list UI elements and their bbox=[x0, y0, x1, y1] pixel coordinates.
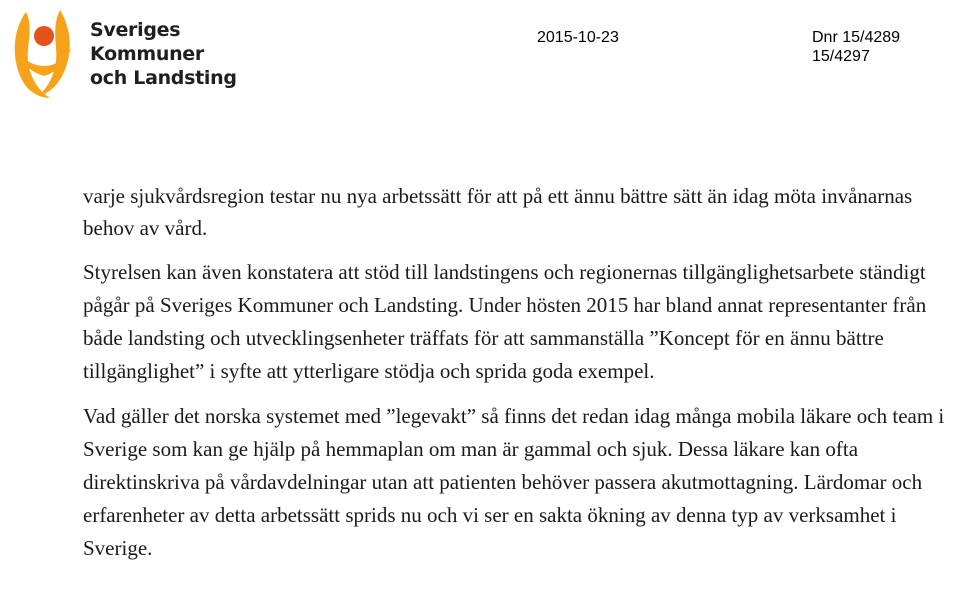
logo-wordmark bbox=[90, 18, 237, 90]
paragraph-2: Styrelsen kan även konstatera att stöd till landstingens och regionernas tillgänglighetsarbete ständigt pågår på Sveriges Kommuner och Landsting. Under hösten 2015 har bland annat representanter från både landsting och utvecklingsenheter träffats för att sammanställa ”Koncept för en ännu bättre tillgänglighet” i syfte att ytterligare stödja och sprida goda exempel. bbox=[83, 260, 927, 383]
document-body bbox=[83, 180, 959, 565]
skl-logo bbox=[4, 6, 244, 102]
paragraph-1: varje sjukvårdsregion testar nu nya arbetssätt för att på ett ännu bättre sätt än idag möta invånarnas behov av vård. bbox=[83, 184, 913, 240]
document-dnr: Dnr 15/4289 bbox=[812, 29, 901, 46]
document-dnr-secondary: 15/4297 bbox=[812, 48, 870, 65]
logo-line-2: Kommuner bbox=[90, 43, 204, 65]
document-date: 2015-10-23 bbox=[537, 29, 619, 46]
logo-line-1: Sveriges bbox=[90, 19, 181, 41]
skl-emblem-icon bbox=[4, 6, 84, 102]
logo-line-3: och Landsting bbox=[90, 67, 237, 89]
paragraph-3: Vad gäller det norska systemet med ”legevakt” så finns det redan idag många mobila läkare och team i Sverige som kan ge hjälp på hemmaplan om man är gammal och sjuk. Dessa läkare kan ofta direktinskriva på vårdavdelningar utan att patienten behöver passera akutmottagning. Lärdomar och erfarenheter av detta arbetssätt sprids nu och vi ser en sakta ökning av denna typ av verksamhet i Sverige. bbox=[83, 404, 945, 560]
